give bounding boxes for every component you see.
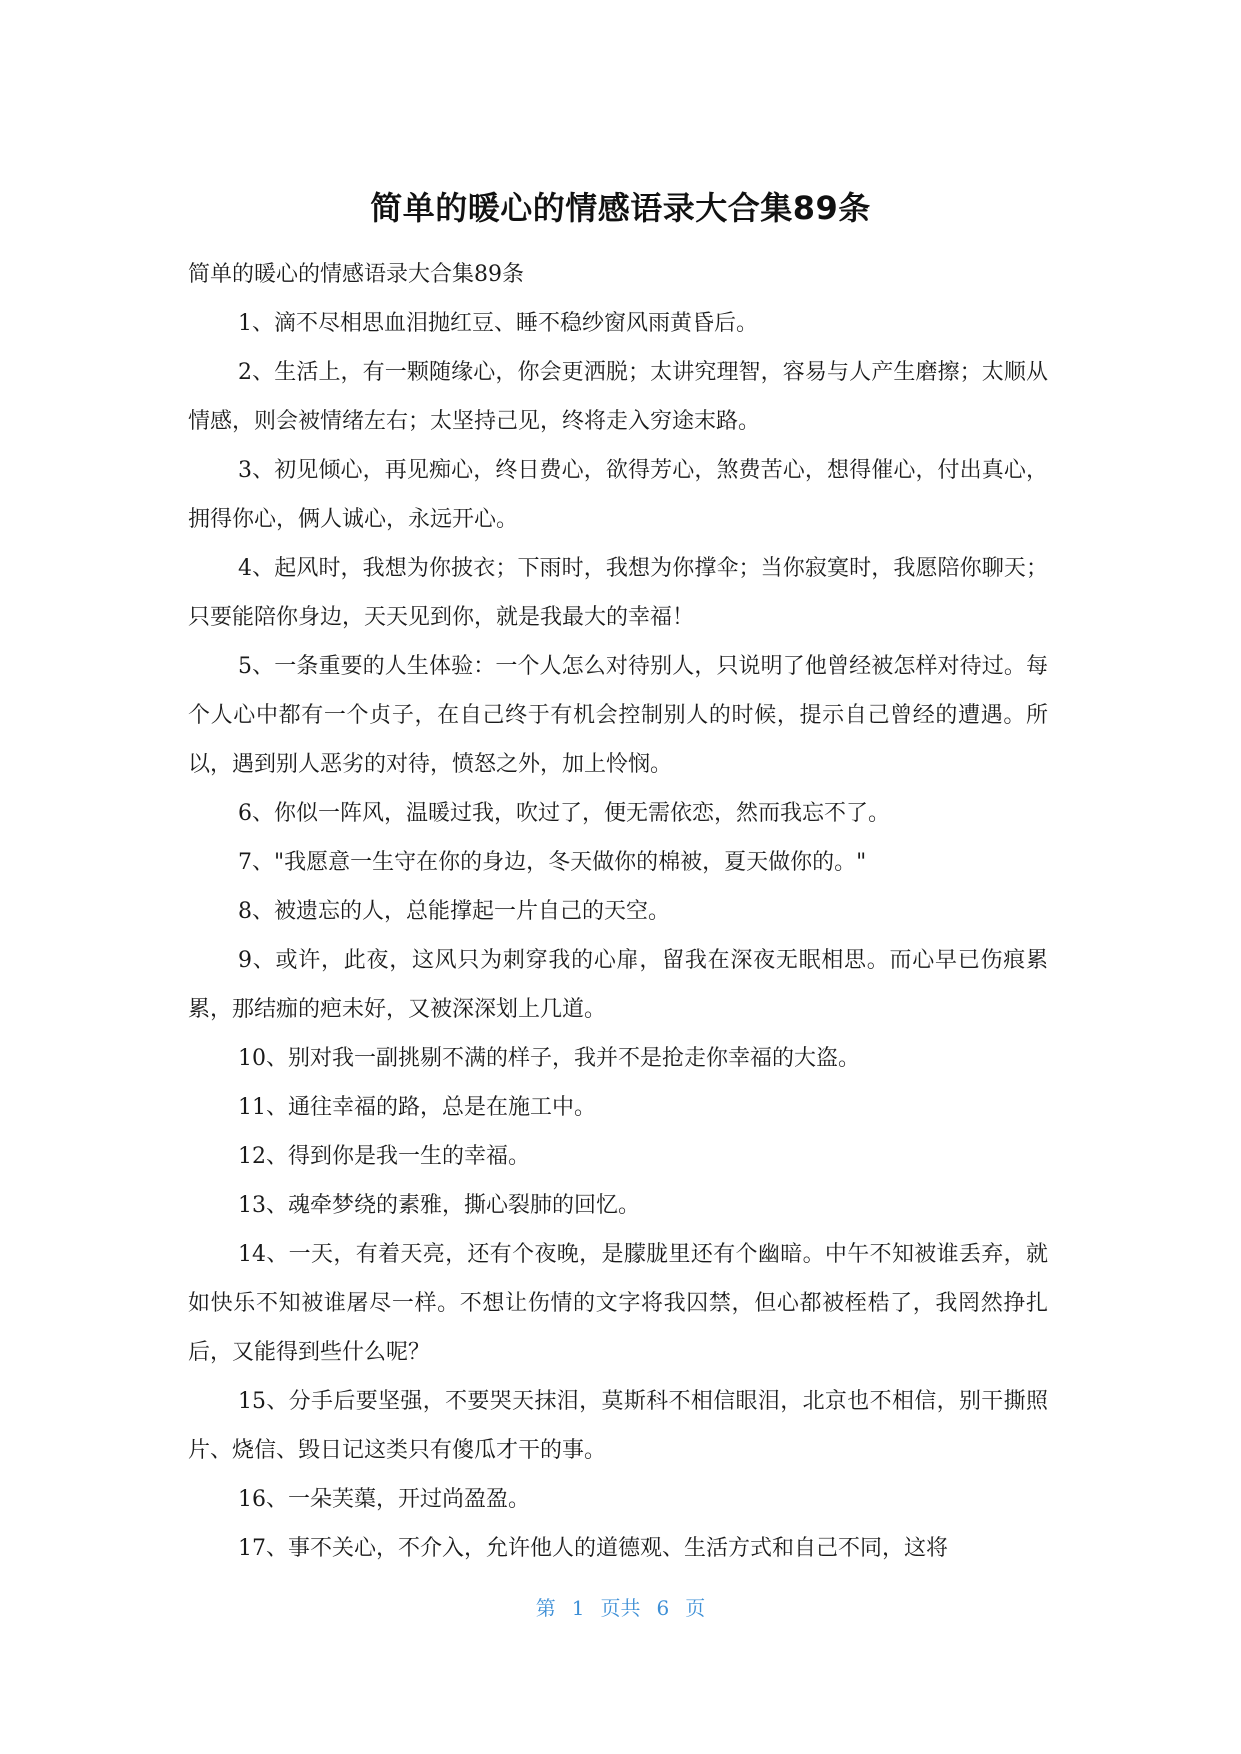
quote-item-14: 14、一天，有着天亮，还有个夜晚，是朦胧里还有个幽暗。中午不知被谁丢弃，就如快乐不知被谁屠尽一样。不想让伤情的文字将我囚禁，但心都被桎梏了，我罔然挣扎后，又能得到些什么呢？ — [188, 1242, 1048, 1365]
lead-paragraph: 简单的暖心的情感语录大合集89条 — [188, 262, 524, 287]
page-suffix: 页 — [685, 1596, 706, 1620]
quote-item-8: 8、被遗忘的人，总能撑起一片自己的天空。 — [238, 899, 670, 924]
quote-item-12: 12、得到你是我一生的幸福。 — [238, 1144, 530, 1169]
quote-item-6: 6、你似一阵风，温暖过我，吹过了，便无需依恋，然而我忘不了。 — [238, 801, 890, 826]
quote-item-9: 9、或许，此夜，这风只为刺穿我的心扉，留我在深夜无眠相思。而心早已伤痕累累，那结痂的疤未好，又被深深划上几道。 — [188, 948, 1048, 1022]
page-footer — [0, 1594, 1241, 1622]
quote-item-1: 1、滴不尽相思血泪抛红豆、睡不稳纱窗风雨黄昏后。 — [238, 311, 758, 336]
page-word: 第 — [535, 1596, 556, 1620]
total-pages-number: 6 — [656, 1596, 670, 1620]
current-page-number: 1 — [571, 1596, 585, 1620]
quote-item-16: 16、一朵芙蕖，开过尚盈盈。 — [238, 1487, 530, 1512]
quote-item-5: 5、一条重要的人生体验：一个人怎么对待别人，只说明了他曾经被怎样对待过。每个人心中都有一个贞子，在自己终于有机会控制别人的时候，提示自己曾经的遭遇。所以，遇到别人恶劣的对待，愤怒之外，加上怜悯。 — [188, 654, 1048, 777]
document-title: 简单的暖心的情感语录大合集89条 — [370, 189, 871, 227]
quote-item-10: 10、别对我一副挑剔不满的样子，我并不是抢走你幸福的大盗。 — [238, 1046, 860, 1071]
quote-item-15: 15、分手后要坚强，不要哭天抹泪，莫斯科不相信眼泪，北京也不相信，别干撕照片、烧信、毁日记这类只有傻瓜才干的事。 — [188, 1389, 1048, 1463]
quote-item-11: 11、通往幸福的路，总是在施工中。 — [238, 1095, 596, 1120]
quote-item-4: 4、起风时，我想为你披衣；下雨时，我想为你撑伞；当你寂寞时，我愿陪你聊天；只要能陪你身边，天天见到你，就是我最大的幸福！ — [188, 556, 1048, 630]
quote-item-2: 2、生活上，有一颗随缘心，你会更洒脱；太讲究理智，容易与人产生磨擦；太顺从情感，则会被情绪左右；太坚持己见，终将走入穷途末路。 — [188, 360, 1048, 434]
quote-item-3: 3、初见倾心，再见痴心，终日费心，欲得芳心，煞费苦心，想得催心，付出真心，拥得你心，俩人诚心，永远开心。 — [188, 458, 1048, 532]
document-body — [188, 250, 1048, 1573]
quote-item-13: 13、魂牵梦绕的素雅，撕心裂肺的回忆。 — [238, 1193, 640, 1218]
page-of-word: 页共 — [600, 1596, 641, 1620]
quote-item-17: 17、事不关心，不介入，允许他人的道德观、生活方式和自己不同，这将 — [238, 1536, 948, 1561]
quote-item-7: 7、"我愿意一生守在你的身边，冬天做你的棉被，夏天做你的。" — [238, 850, 867, 875]
